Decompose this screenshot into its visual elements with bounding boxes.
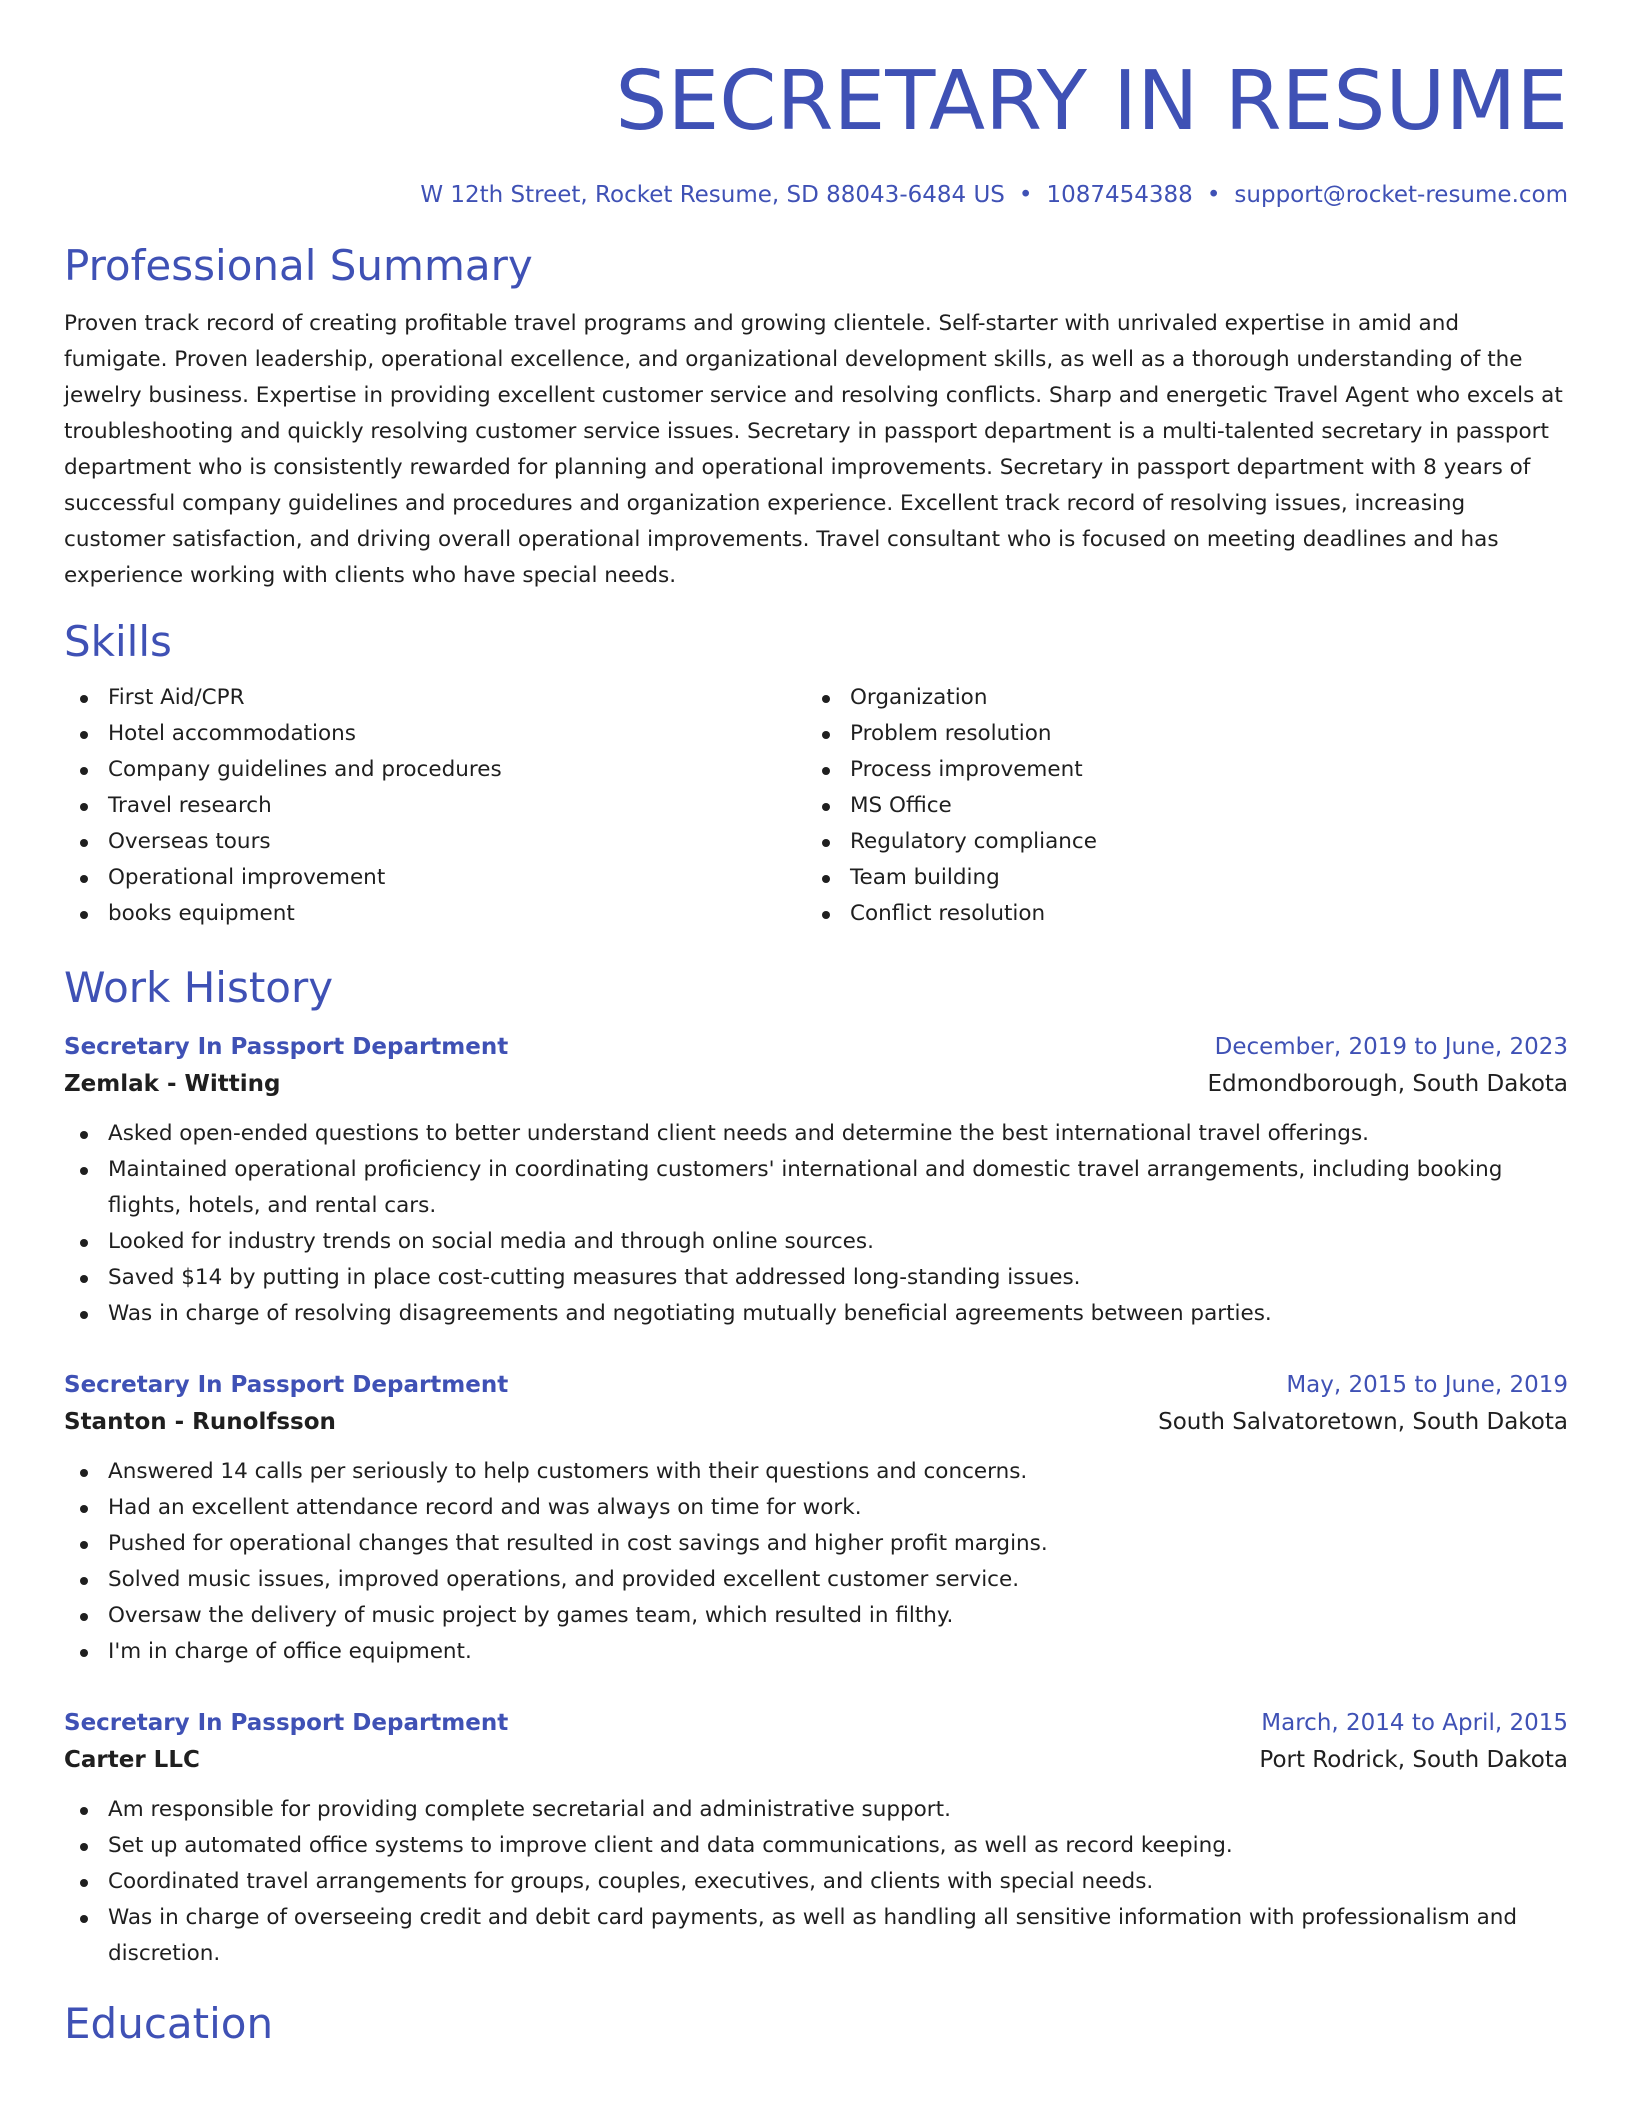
job-bullets <box>64 1454 1568 1670</box>
contact-line <box>64 180 1568 210</box>
job-company-row <box>64 1402 1568 1442</box>
job-bullet: Coordinated travel arrangements for groups, couples, executives, and clients with special needs. <box>64 1864 1568 1900</box>
job-bullet: Was in charge of resolving disagreements and negotiating mutually beneficial agreements between parties. <box>64 1296 1568 1332</box>
company-name: Stanton - Runolfsson <box>64 1409 336 1435</box>
skills-columns <box>64 680 1568 932</box>
job-bullet: I'm in charge of office equipment. <box>64 1634 1568 1670</box>
job-bullets <box>64 1116 1568 1332</box>
skills-section <box>64 616 1568 932</box>
job-bullet: Set up automated office systems to improve client and data communications, as well as record keeping. <box>64 1828 1568 1864</box>
job-dates: December, 2019 to June, 2023 <box>1214 1034 1568 1060</box>
separator: • <box>1206 182 1221 208</box>
skill-item: Conflict resolution <box>806 896 1548 932</box>
skill-item: Team building <box>806 860 1548 896</box>
skill-item: books equipment <box>64 896 806 932</box>
job-bullet: Solved music issues, improved operations, and provided excellent customer service. <box>64 1562 1568 1598</box>
job-company-row <box>64 1064 1568 1104</box>
job-title: Secretary In Passport Department <box>64 1034 509 1060</box>
candidate-name: SECRETARY IN RESUME <box>615 54 1568 149</box>
skill-item: First Aid/CPR <box>64 680 806 716</box>
job-bullet: Answered 14 calls per seriously to help customers with their questions and concerns. <box>64 1454 1568 1490</box>
job-bullet: Am responsible for providing complete secretarial and administrative support. <box>64 1792 1568 1828</box>
job-header-row <box>64 1368 1568 1402</box>
email-link[interactable]: support@rocket-resume.com <box>1234 182 1568 208</box>
skill-item: Travel research <box>64 788 806 824</box>
work-history-section <box>64 962 1568 1972</box>
skill-item: Problem resolution <box>806 716 1548 752</box>
job-dates: May, 2015 to June, 2019 <box>1286 1372 1568 1398</box>
job-bullet: Was in charge of overseeing credit and debit card payments, as well as handling all sensitive information with professionalism and discretion. <box>64 1900 1568 1972</box>
skill-item: Regulatory compliance <box>806 824 1548 860</box>
job-dates: March, 2014 to April, 2015 <box>1261 1710 1568 1736</box>
skill-item: Overseas tours <box>64 824 806 860</box>
section-title-education: Education <box>64 1999 274 2048</box>
skills-list-left <box>64 680 806 932</box>
job-bullet: Saved $14 by putting in place cost-cutting measures that addressed long-standing issues. <box>64 1260 1568 1296</box>
job-header-row <box>64 1706 1568 1740</box>
summary-section <box>64 240 1568 594</box>
section-title-work-history: Work History <box>64 963 334 1012</box>
job-bullet: Asked open-ended questions to better understand client needs and determine the best international travel offerings. <box>64 1116 1568 1152</box>
job-entry <box>64 1368 1568 1670</box>
company-name: Carter LLC <box>64 1747 200 1773</box>
separator: • <box>1018 182 1033 208</box>
job-title: Secretary In Passport Department <box>64 1710 509 1736</box>
section-title-skills: Skills <box>64 617 172 666</box>
skills-list-right <box>806 680 1548 932</box>
job-company-row <box>64 1740 1568 1780</box>
resume-page <box>64 0 1568 2050</box>
skill-item: MS Office <box>806 788 1548 824</box>
job-bullet: Had an excellent attendance record and was always on time for work. <box>64 1490 1568 1526</box>
summary-text: Proven track record of creating profitable travel programs and growing clientele. Self-starter with unrivaled expertise in amid and fumigate. Proven leadership, operational excellence, and organizational development skills, as well as a thorough understanding of the jewelry business. Expertise in providing excellent customer service and resolving conflicts. Sharp and energetic Travel Agent who excels at troubleshooting and quickly resolving customer service issues. Secretary in passport department is a multi-talented secretary in passport department who is consistently rewarded for planning and operational improvements. Secretary in passport department with 8 years of successful company guidelines and procedures and organization experience. Excellent track record of resolving issues, increasing customer satisfaction, and driving overall operational improvements. Travel consultant who is focused on meeting deadlines and has experience working with clients who have special needs. <box>64 311 1563 588</box>
skill-item: Hotel accommodations <box>64 716 806 752</box>
section-title-summary: Professional Summary <box>64 241 533 290</box>
job-header-row <box>64 1030 1568 1064</box>
job-entry <box>64 1030 1568 1332</box>
education-section <box>64 1998 1568 2050</box>
job-title: Secretary In Passport Department <box>64 1372 509 1398</box>
job-bullet: Pushed for operational changes that resulted in cost savings and higher profit margins. <box>64 1526 1568 1562</box>
job-bullet: Oversaw the delivery of music project by games team, which resulted in filthy. <box>64 1598 1568 1634</box>
phone: 1087454388 <box>1046 182 1193 208</box>
job-bullet: Looked for industry trends on social media and through online sources. <box>64 1224 1568 1260</box>
skill-item: Operational improvement <box>64 860 806 896</box>
skill-item: Process improvement <box>806 752 1548 788</box>
job-location: South Salvatoretown, South Dakota <box>1158 1409 1568 1435</box>
resume-header <box>64 0 1568 210</box>
skill-item: Company guidelines and procedures <box>64 752 806 788</box>
job-bullets <box>64 1792 1568 1972</box>
job-bullet: Maintained operational proficiency in coordinating customers' international and domestic travel arrangements, including booking flights, hotels, and rental cars. <box>64 1152 1568 1224</box>
skill-item: Organization <box>806 680 1548 716</box>
job-location: Edmondborough, South Dakota <box>1207 1071 1568 1097</box>
job-location: Port Rodrick, South Dakota <box>1259 1747 1568 1773</box>
company-name: Zemlak - Witting <box>64 1071 281 1097</box>
address: W 12th Street, Rocket Resume, SD 88043-6484 US <box>420 182 1005 208</box>
job-entry <box>64 1706 1568 1972</box>
